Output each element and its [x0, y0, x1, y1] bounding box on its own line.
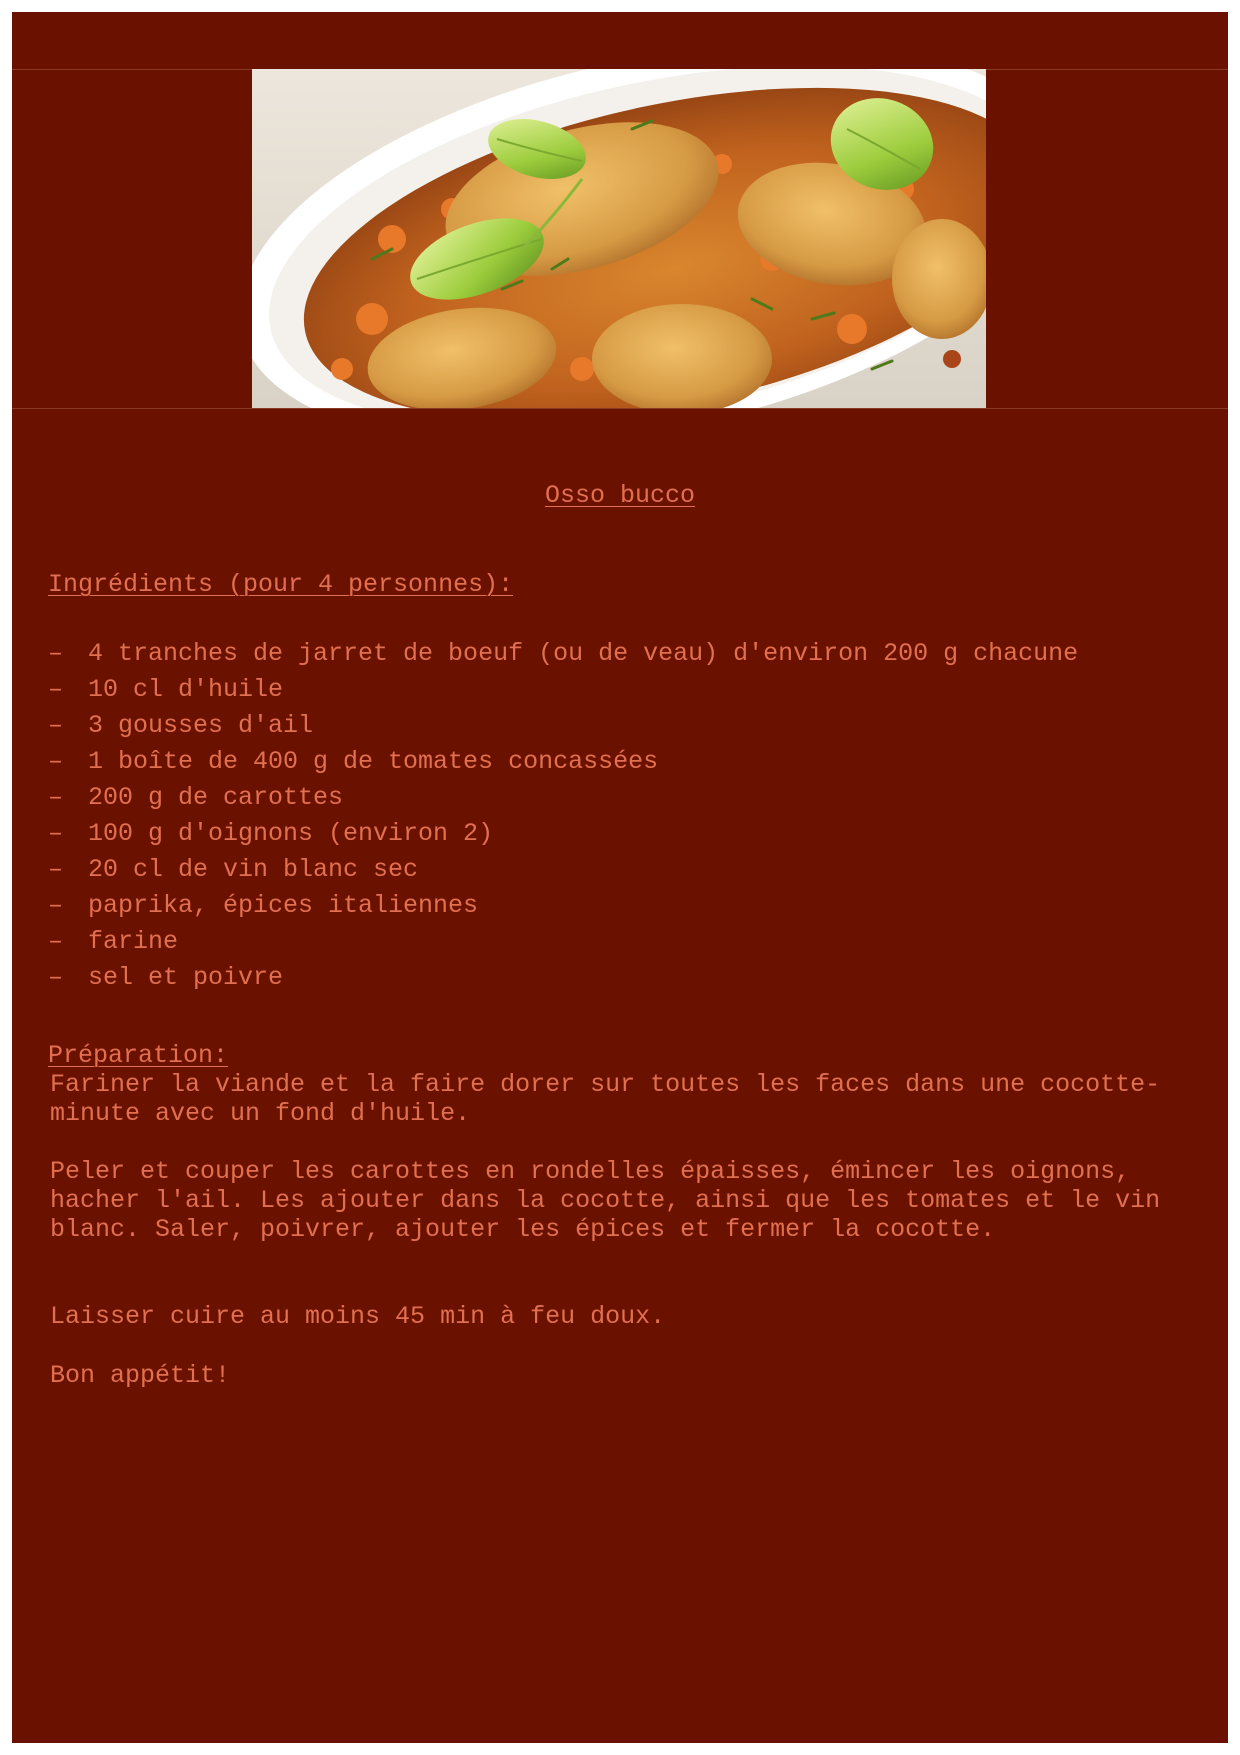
ingredient-item: – farine [48, 927, 1188, 957]
closing-line: Bon appétit! [50, 1361, 231, 1390]
ingredient-item: – 20 cl de vin blanc sec [48, 855, 1188, 885]
preparation-step: Fariner la viande et la faire dorer sur toutes les faces dans une cocotte-minute avec un fond d'huile. [50, 1070, 1161, 1128]
ingredient-item: – 10 cl d'huile [48, 675, 1188, 705]
ingredient-item: – 100 g d'oignons (environ 2) [48, 819, 1188, 849]
preparation-step: Peler et couper les carottes en rondelles épaisses, émincer les oignons, hacher l'ail. Les ajouter dans la cocotte, ainsi que les tomates et le vin blanc. Saler, poivrer, ajouter les épices et fermer la cocotte. [50, 1157, 1161, 1244]
ingredient-item: – 4 tranches de jarret de boeuf (ou de veau) d'environ 200 g chacune [48, 639, 1188, 669]
ingredient-item: – sel et poivre [48, 963, 1188, 993]
ingredient-item: – 200 g de carottes [48, 783, 1188, 813]
dish-photo [252, 69, 986, 408]
ingredient-item: – 3 gousses d'ail [48, 711, 1188, 741]
preparation-heading: Préparation: [48, 1041, 229, 1070]
preparation-step: Laisser cuire au moins 45 min à feu doux. [50, 1302, 666, 1331]
ingredients-list [48, 639, 1188, 999]
recipe-title: Osso bucco [544, 481, 696, 510]
recipe-page [12, 12, 1228, 1743]
ingredient-item: – paprika, épices italiennes [48, 891, 1188, 921]
ingredient-item: – 1 boîte de 400 g de tomates concassées [48, 747, 1188, 777]
photo-bottom-divider [12, 408, 1228, 409]
ingredients-heading: Ingrédients (pour 4 personnes): [48, 570, 514, 599]
